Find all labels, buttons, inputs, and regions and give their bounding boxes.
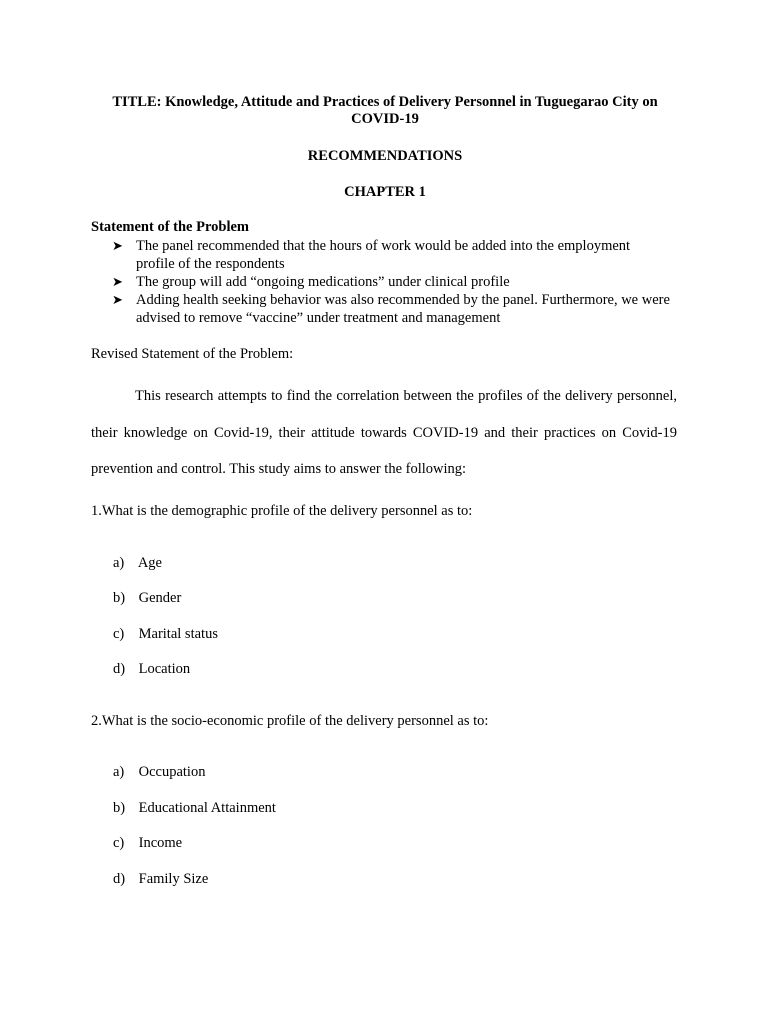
option-letter: a) — [113, 764, 125, 780]
option-text: Gender — [138, 590, 182, 606]
revised-statement-label: Revised Statement of the Problem: — [91, 346, 294, 362]
question-1: 1.What is the demographic profile of the delivery personnel as to: — [91, 503, 473, 519]
option-letter: d) — [113, 661, 126, 677]
option-letter: c) — [113, 626, 125, 642]
option-letter: d) — [113, 871, 126, 887]
option-text: Income — [138, 835, 183, 851]
list-item — [113, 834, 182, 852]
statement-of-problem-heading: Statement of the Problem — [91, 219, 249, 235]
option-text: Educational Attainment — [138, 800, 276, 816]
arrowhead-bullet-icon: ➤ — [112, 238, 123, 253]
option-letter: b) — [113, 800, 126, 816]
option-text: Age — [137, 555, 162, 571]
option-text: Location — [138, 661, 191, 677]
chapter-heading: CHAPTER 1 — [344, 184, 426, 200]
body-paragraph: This research attempts to find the correlation between the profiles of the delivery personnel, their knowledge on Covid-19, their attitude towards COVID-19 and their practices on Covid-19 prevention and control. This study aims to answer the following: — [91, 388, 677, 477]
section-heading: RECOMMENDATIONS — [307, 148, 463, 164]
option-letter: a) — [113, 555, 125, 571]
bullet-text: The group will add “ongoing medications” under clinical profile — [136, 274, 510, 290]
option-letter: c) — [113, 835, 125, 851]
arrowhead-bullet-icon: ➤ — [112, 292, 123, 307]
list-item — [113, 589, 181, 607]
bullet-text: Adding health seeking behavior was also recommended by the panel. Furthermore, we were advised to remove “vaccine” under treatment and management — [136, 292, 670, 326]
list-item — [113, 799, 276, 817]
option-text: Marital status — [138, 626, 218, 642]
list-item — [113, 625, 218, 643]
list-item — [113, 763, 205, 781]
document-title: TITLE: Knowledge, Attitude and Practices of Delivery Personnel in Tuguegarao City on COVID-19 — [112, 94, 658, 127]
list-item — [113, 554, 162, 572]
option-text: Occupation — [138, 764, 206, 780]
list-item — [112, 237, 672, 273]
recommendation-list — [112, 237, 672, 327]
list-item — [113, 660, 190, 678]
list-item — [112, 273, 672, 291]
list-item — [113, 870, 208, 888]
arrowhead-bullet-icon: ➤ — [112, 274, 123, 289]
bullet-text: The panel recommended that the hours of work would be added into the employment profile of the respondents — [136, 238, 631, 272]
option-letter: b) — [113, 590, 126, 606]
list-item — [112, 291, 672, 327]
question-2: 2.What is the socio-economic profile of the delivery personnel as to: — [91, 713, 489, 729]
option-text: Family Size — [138, 871, 209, 887]
